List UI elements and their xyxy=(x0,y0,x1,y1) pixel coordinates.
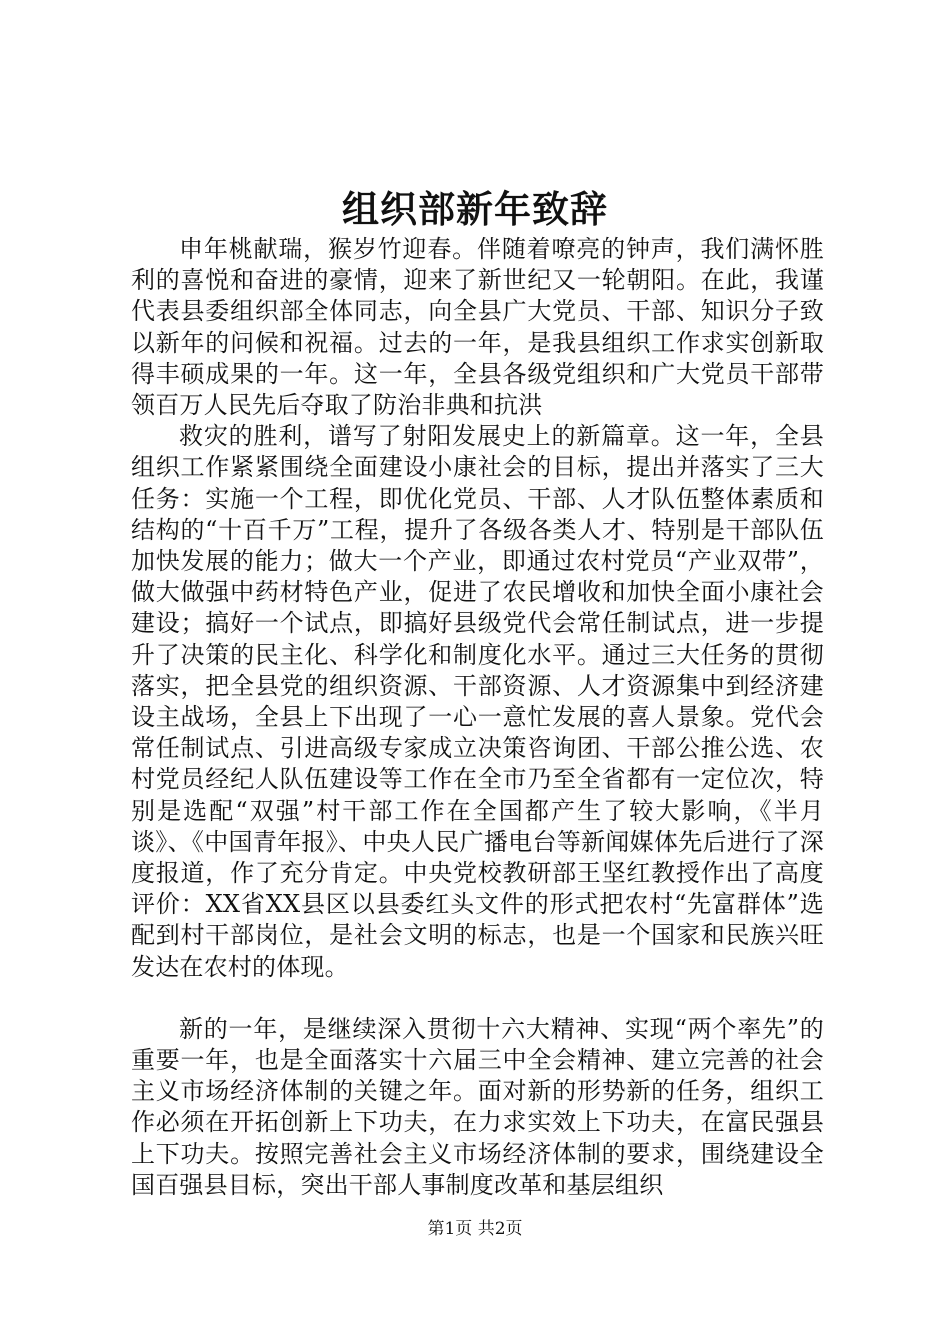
paragraph: 救灾的胜利，谱写了射阳发展史上的新篇章。这一年，全县组织工作紧紧围绕全面建设小康社会的目标，提出并落实了三大任务：实施一个工程，即优化党员、干部、人才队伍整体素质和结构的“十百千万”工程，提升了各级各类人才、特别是干部队伍加快发展的能力；做大一个产业，即通过农村党员“产业双带”，做大做强中药材特色产业，促进了农民增收和加快全面小康社会建设；搞好一个试点，即搞好县级党代会常任制试点，进一步提升了决策的民主化、科学化和制度化水平。通过三大任务的贯彻落实，把全县党的组织资源、干部资源、人才资源集中到经济建设主战场，全县上下出现了一心一意忙发展的喜人景象。党代会常任制试点、引进高级专家成立决策咨询团、干部公推公选、农村党员经纪人队伍建设等工作在全市乃至全省都有一定位次，特别是选配“双强”村干部工作在全国都产生了较大影响，《半月谈》、《中国青年报》、中央人民广播电台等新闻媒体先后进行了深度报道，作了充分肯定。中央党校教研部王坚红教授作出了高度评价：XX省XX县区以县委红头文件的形式把农村“先富群体”选配到村干部岗位，是社会文明的标志，也是一个国家和民族兴旺发达在农村的体现。 xyxy=(131,422,824,981)
document-title: 组织部新年致辞 xyxy=(342,187,608,231)
paragraph: 新的一年，是继续深入贯彻十六大精神、实现“两个率先”的重要一年，也是全面落实十六届三中全会精神、建立完善的社会主义市场经济体制的关键之年。面对新的形势新的任务，组织工作必须在开拓创新上下功夫，在力求实效上下功夫，在富民强县上下功夫。按照完善社会主义市场经济体制的要求，围绕建设全国百强县目标，突出干部人事制度改革和基层组织 xyxy=(131,1014,824,1199)
document-body xyxy=(131,234,824,1201)
page-number-footer: 第1页 共2页 xyxy=(427,1219,523,1239)
paragraph: 申年桃献瑞，猴岁竹迎春。伴随着嘹亮的钟声，我们满怀胜利的喜悦和奋进的豪情，迎来了新世纪又一轮朝阳。在此，我谨代表县委组织部全体同志，向全县广大党员、干部、知识分子致以新年的问候和祝福。过去的一年，是我县组织工作求实创新取得丰硕成果的一年。这一年，全县各级党组织和广大党员干部带领百万人民先后夺取了防治非典和抗洪 xyxy=(131,235,824,420)
